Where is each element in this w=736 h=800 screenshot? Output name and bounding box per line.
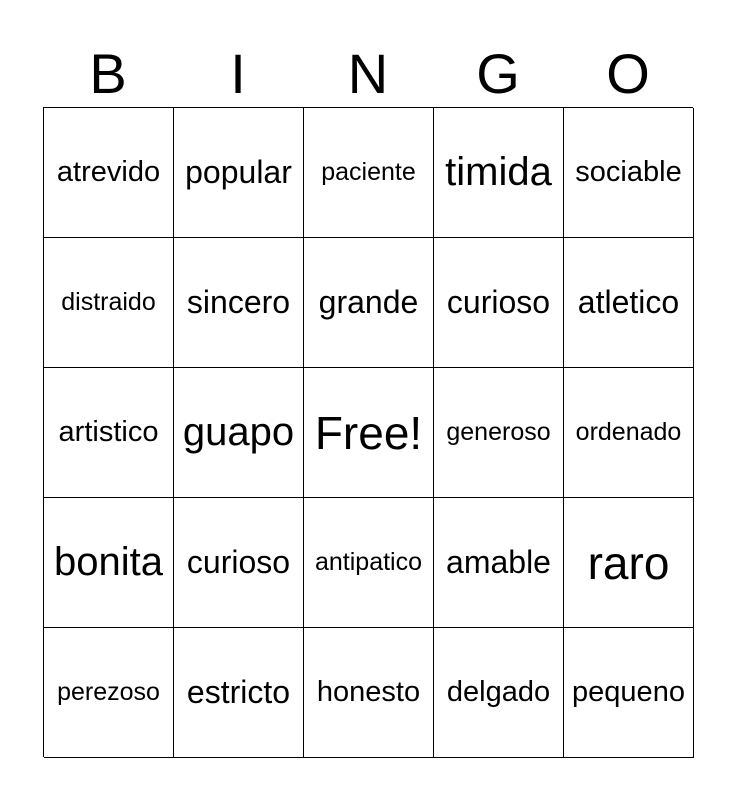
bingo-cell[interactable]: pequeno [564, 628, 694, 758]
bingo-cell[interactable]: estricto [174, 628, 304, 758]
bingo-header [43, 40, 693, 108]
header-letter-b: B [89, 42, 127, 105]
bingo-cell[interactable]: popular [174, 108, 304, 238]
bingo-cell[interactable]: paciente [304, 108, 434, 238]
bingo-cell[interactable]: ordenado [564, 368, 694, 498]
bingo-cell[interactable]: curioso [174, 498, 304, 628]
header-letter-g: G [476, 42, 520, 105]
bingo-cell[interactable]: amable [434, 498, 564, 628]
bingo-cell[interactable]: grande [304, 238, 434, 368]
header-letter-o: O [606, 42, 650, 105]
bingo-cell[interactable]: honesto [304, 628, 434, 758]
bingo-cell[interactable]: distraido [44, 238, 174, 368]
bingo-card-grid [43, 107, 693, 757]
bingo-cell[interactable]: guapo [174, 368, 304, 498]
bingo-cell[interactable]: sincero [174, 238, 304, 368]
bingo-cell[interactable]: atrevido [44, 108, 174, 238]
header-letter-n: N [347, 42, 389, 105]
bingo-cell[interactable]: raro [564, 498, 694, 628]
bingo-cell[interactable]: perezoso [44, 628, 174, 758]
bingo-cell[interactable]: artistico [44, 368, 174, 498]
bingo-cell[interactable]: delgado [434, 628, 564, 758]
bingo-cell[interactable]: curioso [434, 238, 564, 368]
bingo-cell[interactable]: sociable [564, 108, 694, 238]
bingo-cell[interactable]: timida [434, 108, 564, 238]
bingo-cell[interactable]: generoso [434, 368, 564, 498]
bingo-cell[interactable]: antipatico [304, 498, 434, 628]
free-space-cell[interactable]: Free! [304, 368, 434, 498]
header-letter-i: I [230, 42, 246, 105]
bingo-cell[interactable]: atletico [564, 238, 694, 368]
bingo-cell[interactable]: bonita [44, 498, 174, 628]
